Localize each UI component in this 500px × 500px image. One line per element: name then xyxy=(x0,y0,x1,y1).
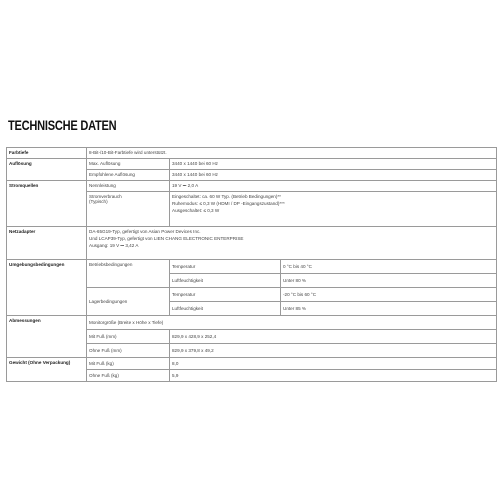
lagerbedingungen-label: Lagerbedingungen xyxy=(87,288,170,316)
table-row-netzadapter xyxy=(7,227,497,260)
lager-feucht-label: Luftfeuchtigkeit xyxy=(170,302,281,316)
gew-mit-fuss-value: 8,0 xyxy=(170,358,497,370)
row-label-abmessungen: Abmessungen xyxy=(7,316,87,358)
table-row-stromquellen-nenn xyxy=(7,181,497,192)
lager-temp-value: -20 °C bis 60 °C xyxy=(281,288,497,302)
row-label-aufloesung: Auflösung xyxy=(7,159,87,181)
betrieb-feucht-value: Unter 80 % xyxy=(281,274,497,288)
emp-aufloesung-label: Empfohlene Auflösung xyxy=(87,170,170,181)
verbrauch-ruhemodus: Ruhemodus: ≤ 0,3 W (HDMI / DP -Eingangszustand)*** xyxy=(172,200,285,206)
betriebsbedingungen-label: Betriebsbedingungen xyxy=(87,260,170,288)
row-label-gewicht: Gewicht (Ohne Verpackung) xyxy=(7,358,87,382)
abm-mit-fuss-label: Mit Fuß (mm) xyxy=(87,330,170,344)
betrieb-feucht-label: Luftfeuchtigkeit xyxy=(170,274,281,288)
lager-temp-label: Temperatur xyxy=(170,288,281,302)
abm-ohne-fuss-value: 829,9 x 379,8 x 49,2 xyxy=(170,344,497,358)
table-row-gewicht-mit-fuss xyxy=(7,358,497,370)
table-row-umgebung-betrieb-temp xyxy=(7,260,497,274)
netzadapter-value-cell xyxy=(87,227,497,260)
abm-ohne-fuss-label: Ohne Fuß (mm) xyxy=(87,344,170,358)
netzadapter-line-2: Und LCAP39-Typ, gefertigt von LIEN CHANG ELECTRONIC ENTERPRISE xyxy=(89,235,244,241)
netzadapter-line-1: DA-65G19-Typ, gefertigt von Asian Power Devices Inc. xyxy=(89,229,201,234)
verbrauch-eingeschaltet: Eingeschaltet: ca. 60 W Typ. (Betrieb Bedingungen)** xyxy=(172,194,281,199)
table-row-abmessungen-monitor xyxy=(7,316,497,330)
row-label-umgebung: Umgebungsbedingungen xyxy=(7,260,87,316)
abm-mit-fuss-value: 829,9 x 428,9 x 252,4 xyxy=(170,330,497,344)
gew-mit-fuss-label: Mit Fuß (kg) xyxy=(87,358,170,370)
max-aufloesung-value: 3440 x 1440 bei 60 Hz xyxy=(170,159,497,170)
stromverbrauch-label-cell xyxy=(87,192,170,227)
netzadapter-line-3: Ausgang: 19 V ⎓ 3,42 A xyxy=(89,242,139,248)
betrieb-temp-label: Temperatur xyxy=(170,260,281,274)
nennleistung-label: Nennleistung xyxy=(87,181,170,192)
stromverbrauch-label: Stromverbrauch xyxy=(89,194,122,199)
row-label-stromquellen: Stromquellen xyxy=(7,181,87,227)
lager-feucht-value: Unter 85 % xyxy=(281,302,497,316)
spec-table xyxy=(6,147,497,382)
emp-aufloesung-value: 3440 x 1440 bei 60 Hz xyxy=(170,170,497,181)
max-aufloesung-label: Max. Auflösung xyxy=(87,159,170,170)
page-title: TECHNISCHE DATEN xyxy=(8,118,117,133)
table-row-farbtiefe xyxy=(7,148,497,159)
stromverbrauch-sublabel: (Typisch) xyxy=(89,199,108,205)
betrieb-temp-value: 0 °C bis 40 °C xyxy=(281,260,497,274)
row-label-netzadapter: Netzadapter xyxy=(7,227,87,260)
row-label-farbtiefe: Farbtiefe xyxy=(7,148,87,159)
gew-ohne-fuss-value: 5,9 xyxy=(170,370,497,382)
monitorgroesse-label: Monitorgröße (Breite x Höhe x Tiefe) xyxy=(87,316,497,330)
stromverbrauch-value-cell xyxy=(170,192,497,227)
verbrauch-ausgeschaltet: Ausgeschaltet: ≤ 0,3 W xyxy=(172,207,220,213)
table-row-aufloesung-max xyxy=(7,159,497,170)
farbtiefe-value: 8-Bit-/10-Bit-Farbtiefe wird unterstützt. xyxy=(87,148,497,159)
gew-ohne-fuss-label: Ohne Fuß (kg) xyxy=(87,370,170,382)
nennleistung-value: 19 V ⎓ 2,0 A xyxy=(170,181,497,192)
